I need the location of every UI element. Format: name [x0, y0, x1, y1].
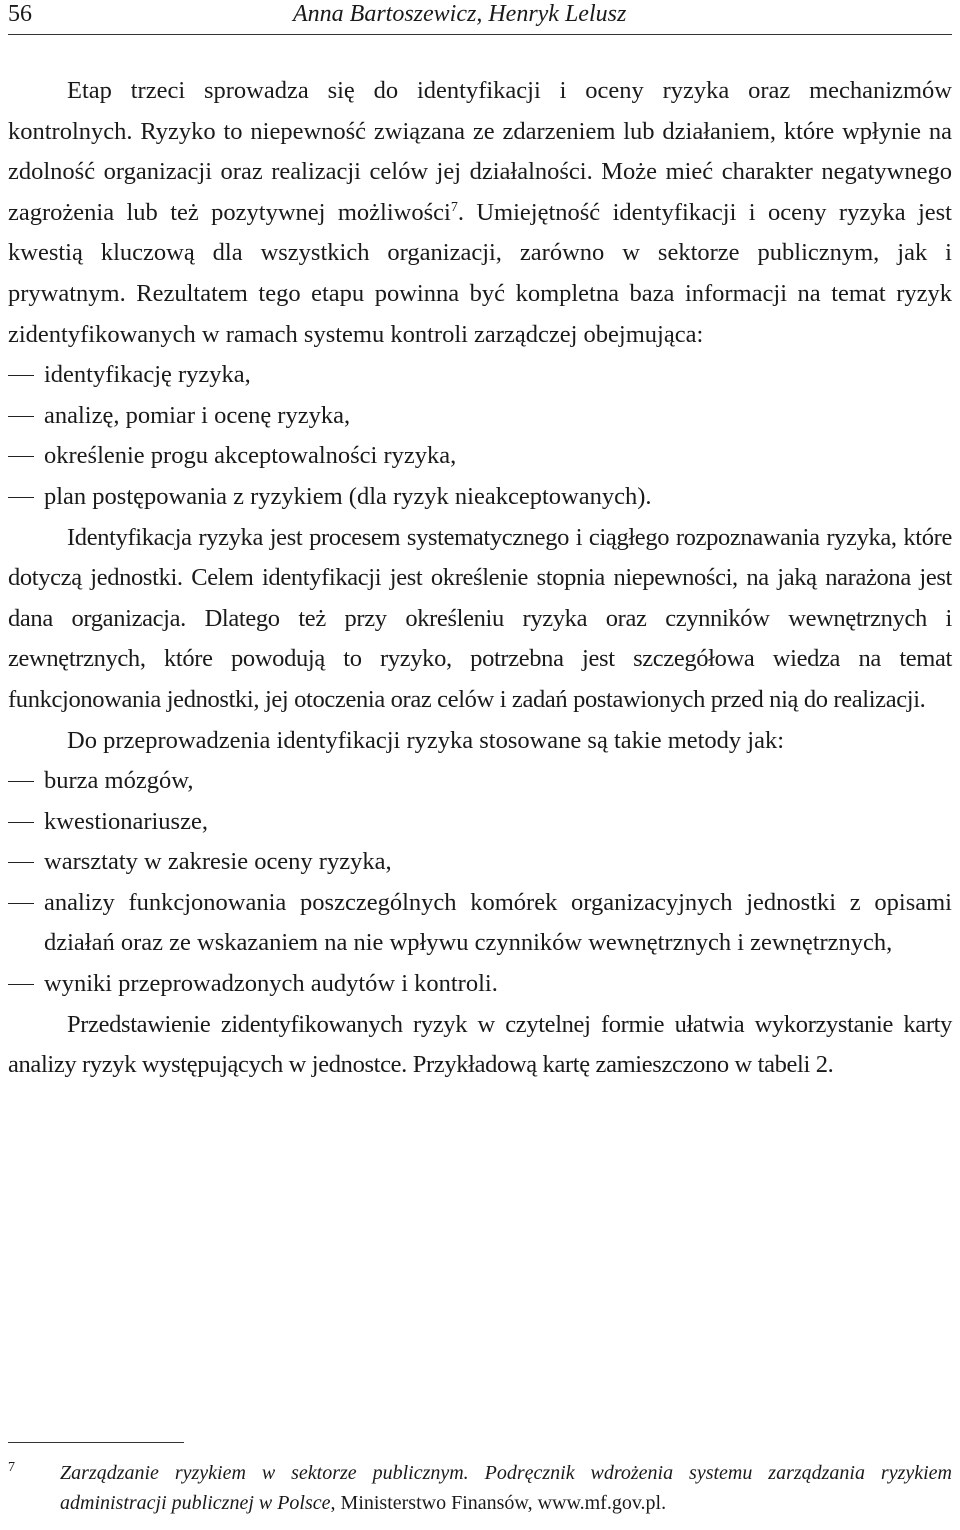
list-item	[8, 396, 952, 437]
list-item-text: analizy funkcjonowania poszczególnych komórek organizacyjnych jednostki z opisami działań oraz ze wskazaniem na nie wpływu czynników wewnętrznych i zewnętrznych,	[44, 888, 952, 957]
footnote-source-title: Zarządzanie ryzykiem w sektorze publicznym. Podręcznik wdrożenia systemu zarządzania ryzykiem administracji publicznej w Polsce	[60, 1462, 952, 1514]
paragraph-4: Przedstawienie zidentyfikowanych ryzyk w czytelnej formie ułatwia wykorzystanie karty analizy ryzyk występujących w jednostce. Przykładową kartę zamieszczono w tabeli 2.	[8, 1010, 952, 1079]
list-item-text: plan postępowania z ryzykiem (dla ryzyk nieakceptowanych).	[44, 482, 652, 510]
main-text	[8, 71, 952, 1086]
footnote	[8, 1458, 952, 1518]
footnote-reference[interactable]: 7	[450, 199, 458, 215]
list-item	[8, 964, 952, 1005]
footnote-text	[8, 1458, 952, 1518]
dash-bullet	[8, 497, 34, 498]
risk-steps-list	[8, 355, 952, 517]
list-item-text: burza mózgów,	[44, 767, 194, 795]
list-item	[8, 477, 952, 518]
dash-bullet	[8, 416, 34, 417]
list-item	[8, 355, 952, 396]
dash-bullet	[8, 781, 34, 782]
dash-bullet	[8, 903, 34, 904]
footnote-rule	[8, 1442, 184, 1443]
list-item	[8, 761, 952, 802]
header-rule	[8, 34, 952, 35]
paragraph-2: Identyfikacja ryzyka jest procesem systematycznego i ciągłego rozpoznawania ryzyka, które dotyczą jednostki. Celem identyfikacji jest określenie stopnia niepewności, na jaką narażona jest dana organizacja. Dlatego też przy określeniu ryzyka oraz czynników wewnętrznych i zewnętrznych, które powodują to ryzyko, potrzebna jest szczegółowa wiedza na temat funkcjonowania jednostki, jej otoczenia oraz celów i zadań postawionych przed nią do realizacji.	[8, 523, 952, 713]
paragraph-1-part-a: Etap trzeci sprowadza się do identyfikacji i oceny ryzyka oraz mechanizmów kontrolnych. Ryzyko to niepewność związana ze zdarzeniem lub działaniem, które wpłynie na zdolność organizacji oraz realizacji celów jej działalności. Może mieć charakter negatywnego zagrożenia lub też pozytywnej możliwości	[8, 77, 952, 226]
list-item	[8, 436, 952, 477]
paragraph-1-part-b: . Umiejętność identyfikacji i oceny ryzyka jest kwestią kluczową dla wszystkich organizacji, zarówno w sektorze publicznym, jak i prywatnym. Rezultatem tego etapu powinna być kompletna baza informacji na temat ryzyk zidentyfikowanych w ramach systemu kontroli zarządczej obejmująca:	[8, 198, 952, 348]
list-item-text: określenie progu akceptowalności ryzyka,	[44, 442, 457, 470]
page-number: 56	[8, 1, 32, 27]
list-item-text: warsztaty w zakresie oceny ryzyka,	[44, 848, 392, 876]
list-item	[8, 802, 952, 843]
dash-bullet	[8, 822, 34, 823]
page-header	[8, 0, 952, 34]
list-item-text: analizę, pomiar i ocenę ryzyka,	[44, 401, 351, 429]
list-item-text: wyniki przeprowadzonych audytów i kontroli.	[44, 970, 498, 998]
dash-bullet	[8, 862, 34, 863]
list-item-text: kwestionariusze,	[44, 807, 208, 835]
list-item-text: identyfikację ryzyka,	[44, 361, 251, 389]
paragraph-1	[8, 71, 952, 355]
dash-bullet	[8, 456, 34, 457]
list-item	[8, 883, 952, 964]
dash-bullet	[8, 984, 34, 985]
paragraph-3: Do przeprowadzenia identyfikacji ryzyka stosowane są takie metody jak:	[67, 726, 785, 754]
footnote-number: 7	[8, 1460, 15, 1475]
footnote-source-publisher: , Ministerstwo Finansów, www.mf.gov.pl.	[330, 1492, 667, 1514]
dash-bullet	[8, 375, 34, 376]
methods-list	[8, 761, 952, 1005]
list-item	[8, 842, 952, 883]
running-head: Anna Bartoszewicz, Henryk Lelusz	[293, 1, 627, 27]
